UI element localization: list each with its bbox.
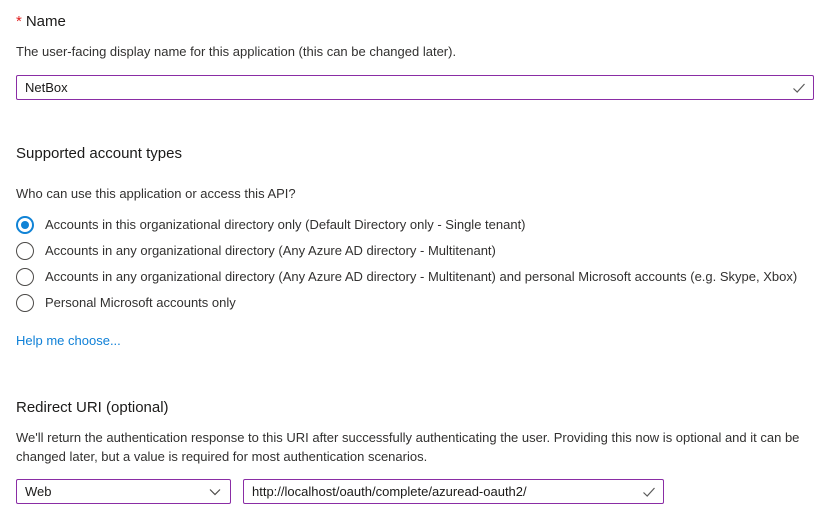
radio-button-icon[interactable]: [16, 242, 34, 260]
chevron-down-icon: [208, 485, 222, 499]
radio-option-label: Accounts in any organizational directory (Any Azure AD directory - Multitenant) and personal Microsoft accounts (e.g. Skype, Xbox): [45, 269, 798, 284]
required-asterisk: *: [16, 13, 22, 30]
platform-select-value: Web: [25, 484, 52, 499]
radio-option-label: Accounts in this organizational directory only (Default Directory only - Single tenant): [45, 217, 526, 232]
name-input-container: [16, 75, 814, 100]
account-types-question: Who can use this application or access this API?: [16, 186, 296, 201]
account-types-title: Supported account types: [16, 145, 182, 162]
name-input[interactable]: [16, 75, 814, 100]
radio-option-label: Accounts in any organizational directory (Any Azure AD directory - Multitenant): [45, 243, 496, 258]
redirect-uri-description: We'll return the authentication response to this URI after successfully authenticating the user. Providing this now is optional and it can be changed later, but a value is required for most authentication scenarios.: [16, 430, 800, 464]
radio-button-icon[interactable]: [16, 268, 34, 286]
radio-option-personal-only[interactable]: [16, 290, 814, 316]
redirect-uri-input-container: [243, 479, 664, 504]
radio-button-icon[interactable]: [16, 216, 34, 234]
radio-button-icon[interactable]: [16, 294, 34, 312]
name-title-text: Name: [25, 13, 66, 30]
radio-option-multitenant[interactable]: [16, 238, 814, 264]
redirect-uri-row: [16, 479, 814, 504]
radio-option-single-tenant[interactable]: [16, 212, 814, 238]
redirect-uri-title: Redirect URI (optional): [16, 399, 169, 416]
name-description: The user-facing display name for this application (this can be changed later).: [16, 44, 457, 59]
help-me-choose-link[interactable]: Help me choose...: [16, 333, 121, 348]
platform-select-dropdown[interactable]: [16, 479, 231, 504]
name-section-title: [16, 12, 814, 32]
radio-option-label: Personal Microsoft accounts only: [45, 295, 236, 310]
account-types-radio-group: [16, 212, 814, 316]
radio-option-multitenant-personal[interactable]: [16, 264, 814, 290]
redirect-uri-input[interactable]: [243, 479, 664, 504]
